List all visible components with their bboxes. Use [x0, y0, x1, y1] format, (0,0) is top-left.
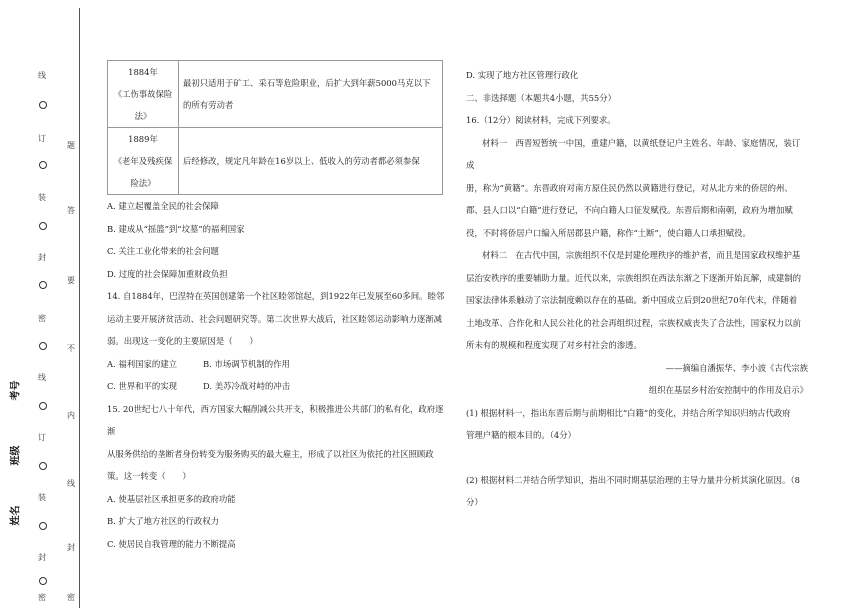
margin-char: 不: [67, 344, 75, 353]
right-column: [466, 64, 808, 514]
material1-line: 役，不时将侨居户口编入所居郡县户籍，称作“土断”，使白籍人口承担赋役。: [466, 227, 751, 238]
subquestion-1: (1) 根据材料一，指出东晋后期与前期相比“白籍”的变化，并结合所学知识归纳古代政府: [466, 407, 791, 418]
margin-char: 封: [38, 253, 46, 262]
margin-char: 线: [38, 373, 46, 382]
margin-circle: [39, 342, 47, 350]
q15-option-c: C. 使居民自我管理的能力不断提高: [107, 538, 236, 549]
law-title: 《老年及残疾保险法》: [113, 156, 173, 188]
q13-option-b: B. 建成从“摇篮”到“坟墓”的福利国家: [107, 223, 245, 234]
q14-option-c: C. 世界和平的实现: [107, 381, 178, 391]
margin-char: 装: [38, 493, 46, 502]
law-content-cell: 后经修改，规定凡年龄在16岁以上、低收入的劳动者都必须参保: [179, 128, 443, 195]
law-name-cell: [108, 61, 179, 128]
law-content-cell: 最初只适用于矿工、采石等危险职业，后扩大到年薪5000马克以下的所有劳动者: [179, 61, 443, 128]
subquestion-2: 分）: [466, 497, 483, 507]
material2-line: 所未有的规模和程度实现了对乡村社会的渗透。: [466, 340, 642, 350]
q15-stem: 从服务供给的垄断者身份转变为服务购买的最大雇主，形成了以社区为依托的社区照顾政: [107, 448, 434, 459]
law-year: 1884年: [128, 67, 158, 77]
material2-line: 土地改革、合作化和人民公社化的社会再组织过程，宗族权威丧失了合法性，国家权力以前: [466, 317, 801, 328]
margin-char: 密: [38, 314, 46, 323]
q14-options-row: [107, 375, 449, 398]
q14-option-d: D. 美苏冷战对峙的冲击: [203, 381, 291, 391]
answer-space: [466, 447, 808, 469]
margin-circle: [39, 462, 47, 470]
margin-circle: [39, 281, 47, 289]
section-heading: 二、非选择题（本题共4小题，共55分）: [466, 92, 616, 103]
subquestion-2: (2) 根据材料二并结合所学知识，指出不同时期基层治理的主导力量并分析其演化原因。（8: [466, 474, 800, 485]
margin-line: [79, 8, 80, 608]
material2-line: 国家法律体系触动了宗法制度赖以存在的基础。新中国成立后到20世纪70年代末，伴随着: [466, 295, 798, 305]
source-citation: ——摘编自潘振华、李小波《古代宗族: [665, 362, 808, 373]
binding-margin: [0, 0, 80, 608]
material2-line: 层治安秩序的重要辅助力量。近代以来，宗族组织在西法东渐之下逐渐开始瓦解，成建制的: [466, 272, 801, 283]
margin-circle: [39, 577, 47, 585]
margin-char: 密: [38, 593, 46, 602]
material2-line: 材料二 在古代中国，宗族组织不仅是封建伦理秩序的维护者，而且是国家政权维护基: [482, 250, 801, 260]
material1-line: 郡、县人口以“白籍”进行登记，不向白籍人口征发赋役。东晋后期和南朝，政府为增加赋: [466, 205, 793, 215]
source-citation: 组织在基层乡村治安控制中的作用及启示》: [648, 385, 808, 395]
material1-line: 册，称为“黄籍”。东晋政府对南方原住民仍然以黄籍进行登记，对从北方来的侨居的州、: [466, 182, 793, 193]
margin-char: 封: [67, 543, 75, 552]
margin-char: 题: [67, 141, 75, 150]
margin-char: 密: [67, 593, 75, 602]
margin-char: 答: [67, 206, 75, 215]
subquestion-1: 管理户籍的根本目的。（4分）: [466, 430, 577, 440]
q14-option-b: B. 市场调节机制的作用: [203, 358, 290, 369]
q14-stem: 弱。出现这一变化的主要原因是（ ）: [107, 336, 258, 346]
margin-circle: [39, 402, 47, 410]
law-title: 《工伤事故保险法》: [113, 89, 173, 121]
q15-stem: 策。这一转变（ ）: [107, 471, 191, 481]
margin-circle: [39, 522, 47, 530]
margin-char: 订: [38, 433, 46, 442]
q13-option-d: D. 过度的社会保障加重财政负担: [107, 268, 228, 279]
margin-char: 线: [38, 71, 46, 80]
margin-char: 要: [67, 276, 75, 285]
margin-char: 线: [67, 479, 75, 488]
law-year: 1889年: [128, 134, 158, 144]
margin-char: 装: [38, 193, 46, 202]
margin-char: 封: [38, 553, 46, 562]
q14-options-row: [107, 353, 449, 376]
q15-option-d: D. 实现了地方社区管理行政化: [466, 70, 579, 80]
left-column: [107, 60, 449, 555]
field-class-label: 班级: [10, 445, 22, 466]
material1-line: 材料一 西晋短暂统一中国，重建户籍，以黄纸登记户主姓名、年龄、家庭情况，装订成: [466, 137, 801, 170]
q13-option-c: C. 关注工业化带来的社会问题: [107, 246, 219, 256]
field-id-label: 考号: [10, 380, 22, 401]
margin-circle: [39, 161, 47, 169]
q14-option-a: A. 福利国家的建立: [107, 358, 177, 369]
q14-stem: 14. 自1884年，巴涅特在英国创建第一个社区睦邻馆起，到1922年已发展至60多间。睦邻: [107, 291, 445, 301]
field-name-label: 姓名: [10, 505, 22, 526]
margin-char: 内: [67, 411, 75, 420]
law-table: [107, 60, 443, 195]
q15-option-a: A. 使基层社区承担更多的政府功能: [107, 493, 236, 504]
q13-option-a: A. 建立起覆盖全民的社会保障: [107, 201, 219, 211]
margin-circle: [39, 222, 47, 230]
q14-stem: 运动主要开展济贫活动、社会问题研究等。第二次世界大战后，社区睦邻运动影响力逐渐减: [107, 313, 442, 324]
law-name-cell: [108, 128, 179, 195]
q16-stem: 16.（12分）阅读材料，完成下列要求。: [466, 115, 616, 125]
margin-char: 订: [38, 134, 46, 143]
table-row: [108, 61, 443, 128]
table-row: [108, 128, 443, 195]
q15-option-b: B. 扩大了地方社区的行政权力: [107, 516, 219, 526]
margin-circle: [39, 101, 47, 109]
q15-stem: 15. 20世纪七八十年代，西方国家大幅削减公共开支，积极推进公共部门的私有化，政府逐渐: [107, 403, 444, 436]
